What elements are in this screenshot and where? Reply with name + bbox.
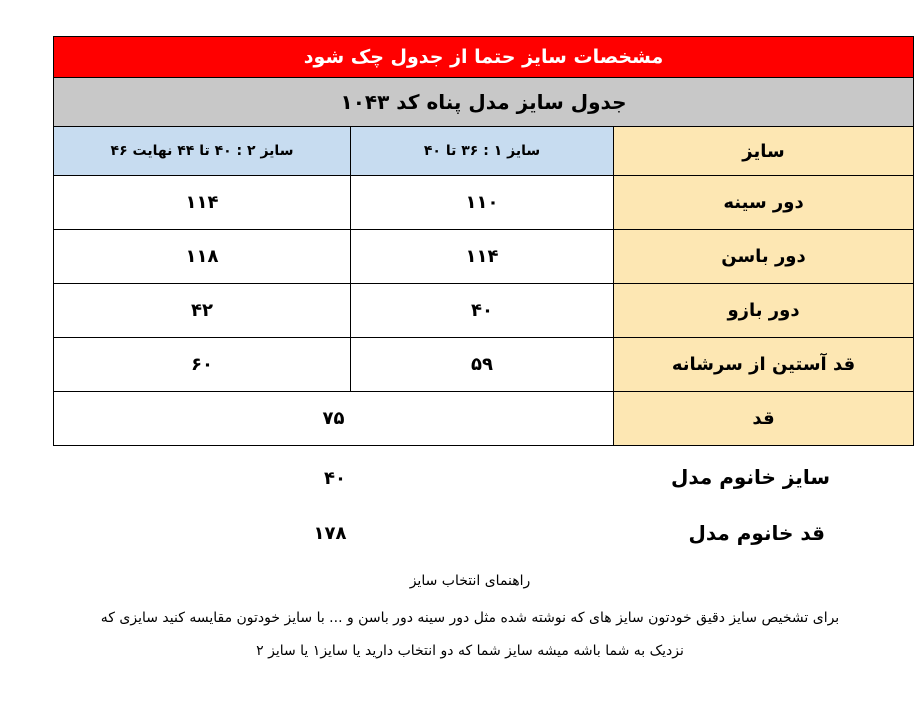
row-size1-value: ۱۱۴ bbox=[351, 230, 614, 284]
row-size1-value: ۴۰ bbox=[351, 284, 614, 338]
row-size2-value: ۶۰ bbox=[54, 338, 351, 392]
table-subtitle: جدول سایز مدل پناه کد ۱۰۴۳ bbox=[54, 78, 914, 127]
model-height-label: قد خانوم مدل bbox=[688, 521, 825, 545]
table-title: مشخصات سایز حتما از جدول چک شود bbox=[54, 37, 914, 78]
header-size1: سایز ۱ : ۳۶ تا ۴۰ bbox=[351, 127, 614, 176]
model-height-value: ۱۷۸ bbox=[313, 523, 347, 544]
guide-line-2: نزدیک به شما باشه میشه سایز شما که دو انتخاب دارید یا سایز۱ یا سایز ۲ bbox=[256, 643, 684, 659]
guide-title: راهنمای انتخاب سایز bbox=[409, 573, 531, 589]
size-table bbox=[53, 36, 914, 446]
row-size2-value: ۴۲ bbox=[54, 284, 351, 338]
row-label: دور سینه bbox=[614, 176, 914, 230]
row-size1-value: ۵۹ bbox=[351, 338, 614, 392]
row-label: دور باسن bbox=[614, 230, 914, 284]
guide-line-1: برای تشخیص سایز دقیق خودتون سایز های که نوشته شده مثل دور سینه دور باسن و ... با سایز خودتون مقایسه کنید سایزی که bbox=[100, 610, 840, 626]
height-label: قد bbox=[614, 392, 914, 446]
table-row-height bbox=[54, 392, 914, 446]
model-size-value: ۴۰ bbox=[324, 468, 346, 489]
height-value: ۷۵ bbox=[54, 392, 614, 446]
header-size2: سایز ۲ : ۴۰ تا ۴۴ نهایت ۴۶ bbox=[54, 127, 351, 176]
header-size-label: سایز bbox=[614, 127, 914, 176]
row-size2-value: ۱۱۸ bbox=[54, 230, 351, 284]
row-label: دور بازو bbox=[614, 284, 914, 338]
row-size2-value: ۱۱۴ bbox=[54, 176, 351, 230]
table-row bbox=[54, 176, 914, 230]
size-table-wrapper bbox=[53, 36, 913, 446]
table-row bbox=[54, 338, 914, 392]
table-row bbox=[54, 230, 914, 284]
row-label: قد آستین از سرشانه bbox=[614, 338, 914, 392]
model-size-label: سایز خانوم مدل bbox=[671, 465, 830, 489]
row-size1-value: ۱۱۰ bbox=[351, 176, 614, 230]
table-row bbox=[54, 284, 914, 338]
